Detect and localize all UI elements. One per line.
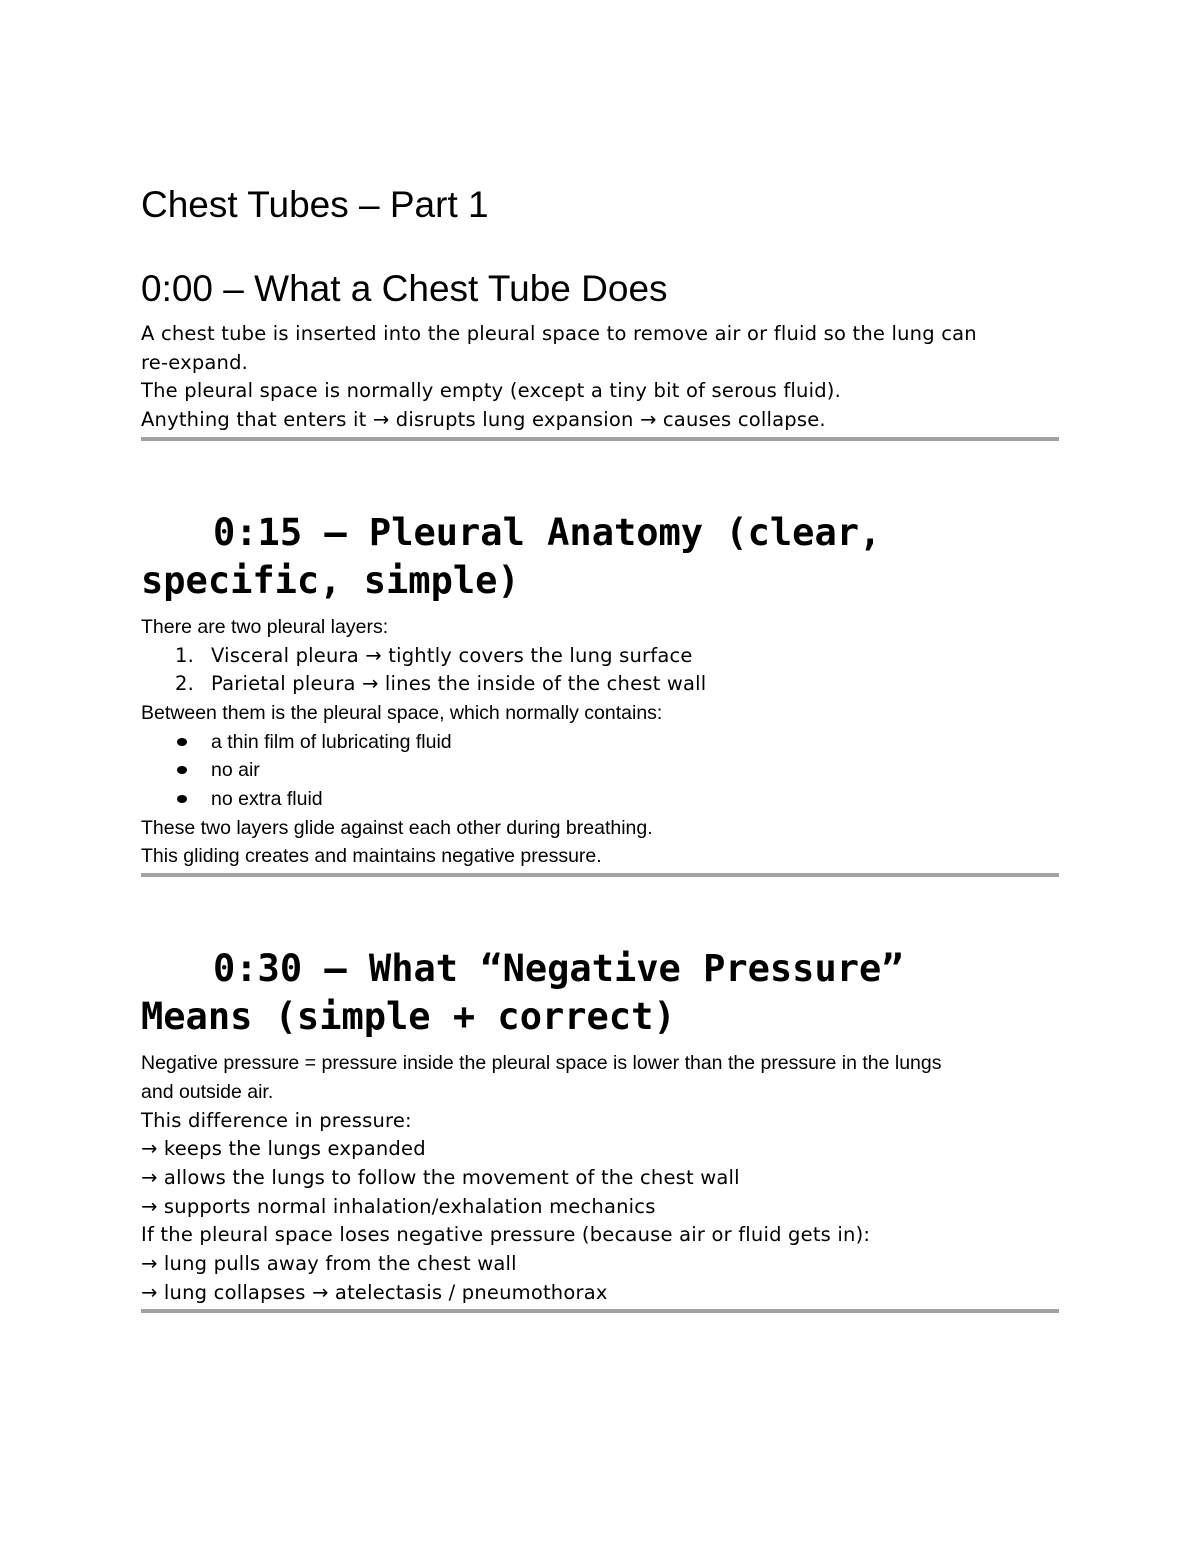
bullet-dot-icon (177, 795, 187, 803)
section-body (141, 613, 1059, 871)
heading-line: Means (simple + correct) (141, 995, 676, 1039)
list-item-text: Visceral pleura → tightly covers the lung surface (211, 643, 693, 667)
document-page (141, 182, 1059, 1313)
list-item (141, 670, 1059, 699)
body-line: A chest tube is inserted into the pleural space to remove air or fluid so the lung can (141, 322, 977, 345)
body-line: re-expand. (141, 350, 249, 374)
section-heading (141, 877, 1059, 1041)
body-line: These two layers glide against each other during breathing. (141, 816, 653, 839)
body-line: This gliding creates and maintains negative pressure. (141, 845, 602, 868)
body-line: → lung pulls away from the chest wall (141, 1252, 517, 1276)
section-what-a-chest-tube-does (141, 266, 1059, 441)
list-number: 1. (175, 643, 195, 667)
list-item-text: Parietal pleura → lines the inside of the chest wall (211, 672, 707, 696)
body-line: and outside air. (141, 1080, 274, 1103)
section-body (141, 1049, 1059, 1307)
body-line: → keeps the lungs expanded (141, 1137, 426, 1161)
bullet-list (141, 728, 1059, 814)
section-pleural-anatomy (141, 441, 1059, 877)
body-line: → allows the lungs to follow the movement of the chest wall (141, 1165, 740, 1189)
bullet-dot-icon (177, 766, 187, 774)
bullet-dot-icon (177, 738, 187, 746)
body-line: If the pleural space loses negative pressure (because air or fluid gets in): (141, 1223, 871, 1247)
numbered-list (141, 642, 1059, 699)
document-title: Chest Tubes – Part 1 (141, 184, 489, 225)
body-line: → lung collapses → atelectasis / pneumothorax (141, 1280, 608, 1304)
section-divider (141, 1309, 1059, 1313)
list-item-text: a thin film of lubricating fluid (211, 730, 452, 753)
section-negative-pressure (141, 877, 1059, 1313)
body-line: Anything that enters it → disrupts lung expansion → causes collapse. (141, 408, 826, 432)
body-line: This difference in pressure: (141, 1108, 412, 1132)
body-line: Negative pressure = pressure inside the pleural space is lower than the pressure in the lungs (141, 1052, 942, 1075)
heading-line: 0:30 – What “Negative Pressure” (213, 947, 904, 991)
body-line: → supports normal inhalation/exhalation mechanics (141, 1194, 656, 1218)
list-item-text: no extra fluid (211, 788, 323, 811)
body-line: Between them is the pleural space, which normally contains: (141, 701, 663, 724)
list-item (141, 756, 1059, 785)
body-line: The pleural space is normally empty (except a tiny bit of serous fluid). (141, 379, 841, 403)
body-line: There are two pleural layers: (141, 615, 389, 638)
section-heading: 0:00 – What a Chest Tube Does (141, 268, 668, 309)
list-number: 2. (175, 672, 195, 696)
list-item (141, 785, 1059, 814)
list-item-text: no air (211, 759, 260, 782)
heading-line: specific, simple) (141, 558, 520, 602)
list-item (141, 642, 1059, 671)
list-item (141, 728, 1059, 757)
section-body (141, 320, 1059, 435)
heading-line: 0:15 – Pleural Anatomy (clear, (213, 510, 882, 554)
section-heading (141, 441, 1059, 605)
pressure-effects (141, 1107, 1059, 1308)
